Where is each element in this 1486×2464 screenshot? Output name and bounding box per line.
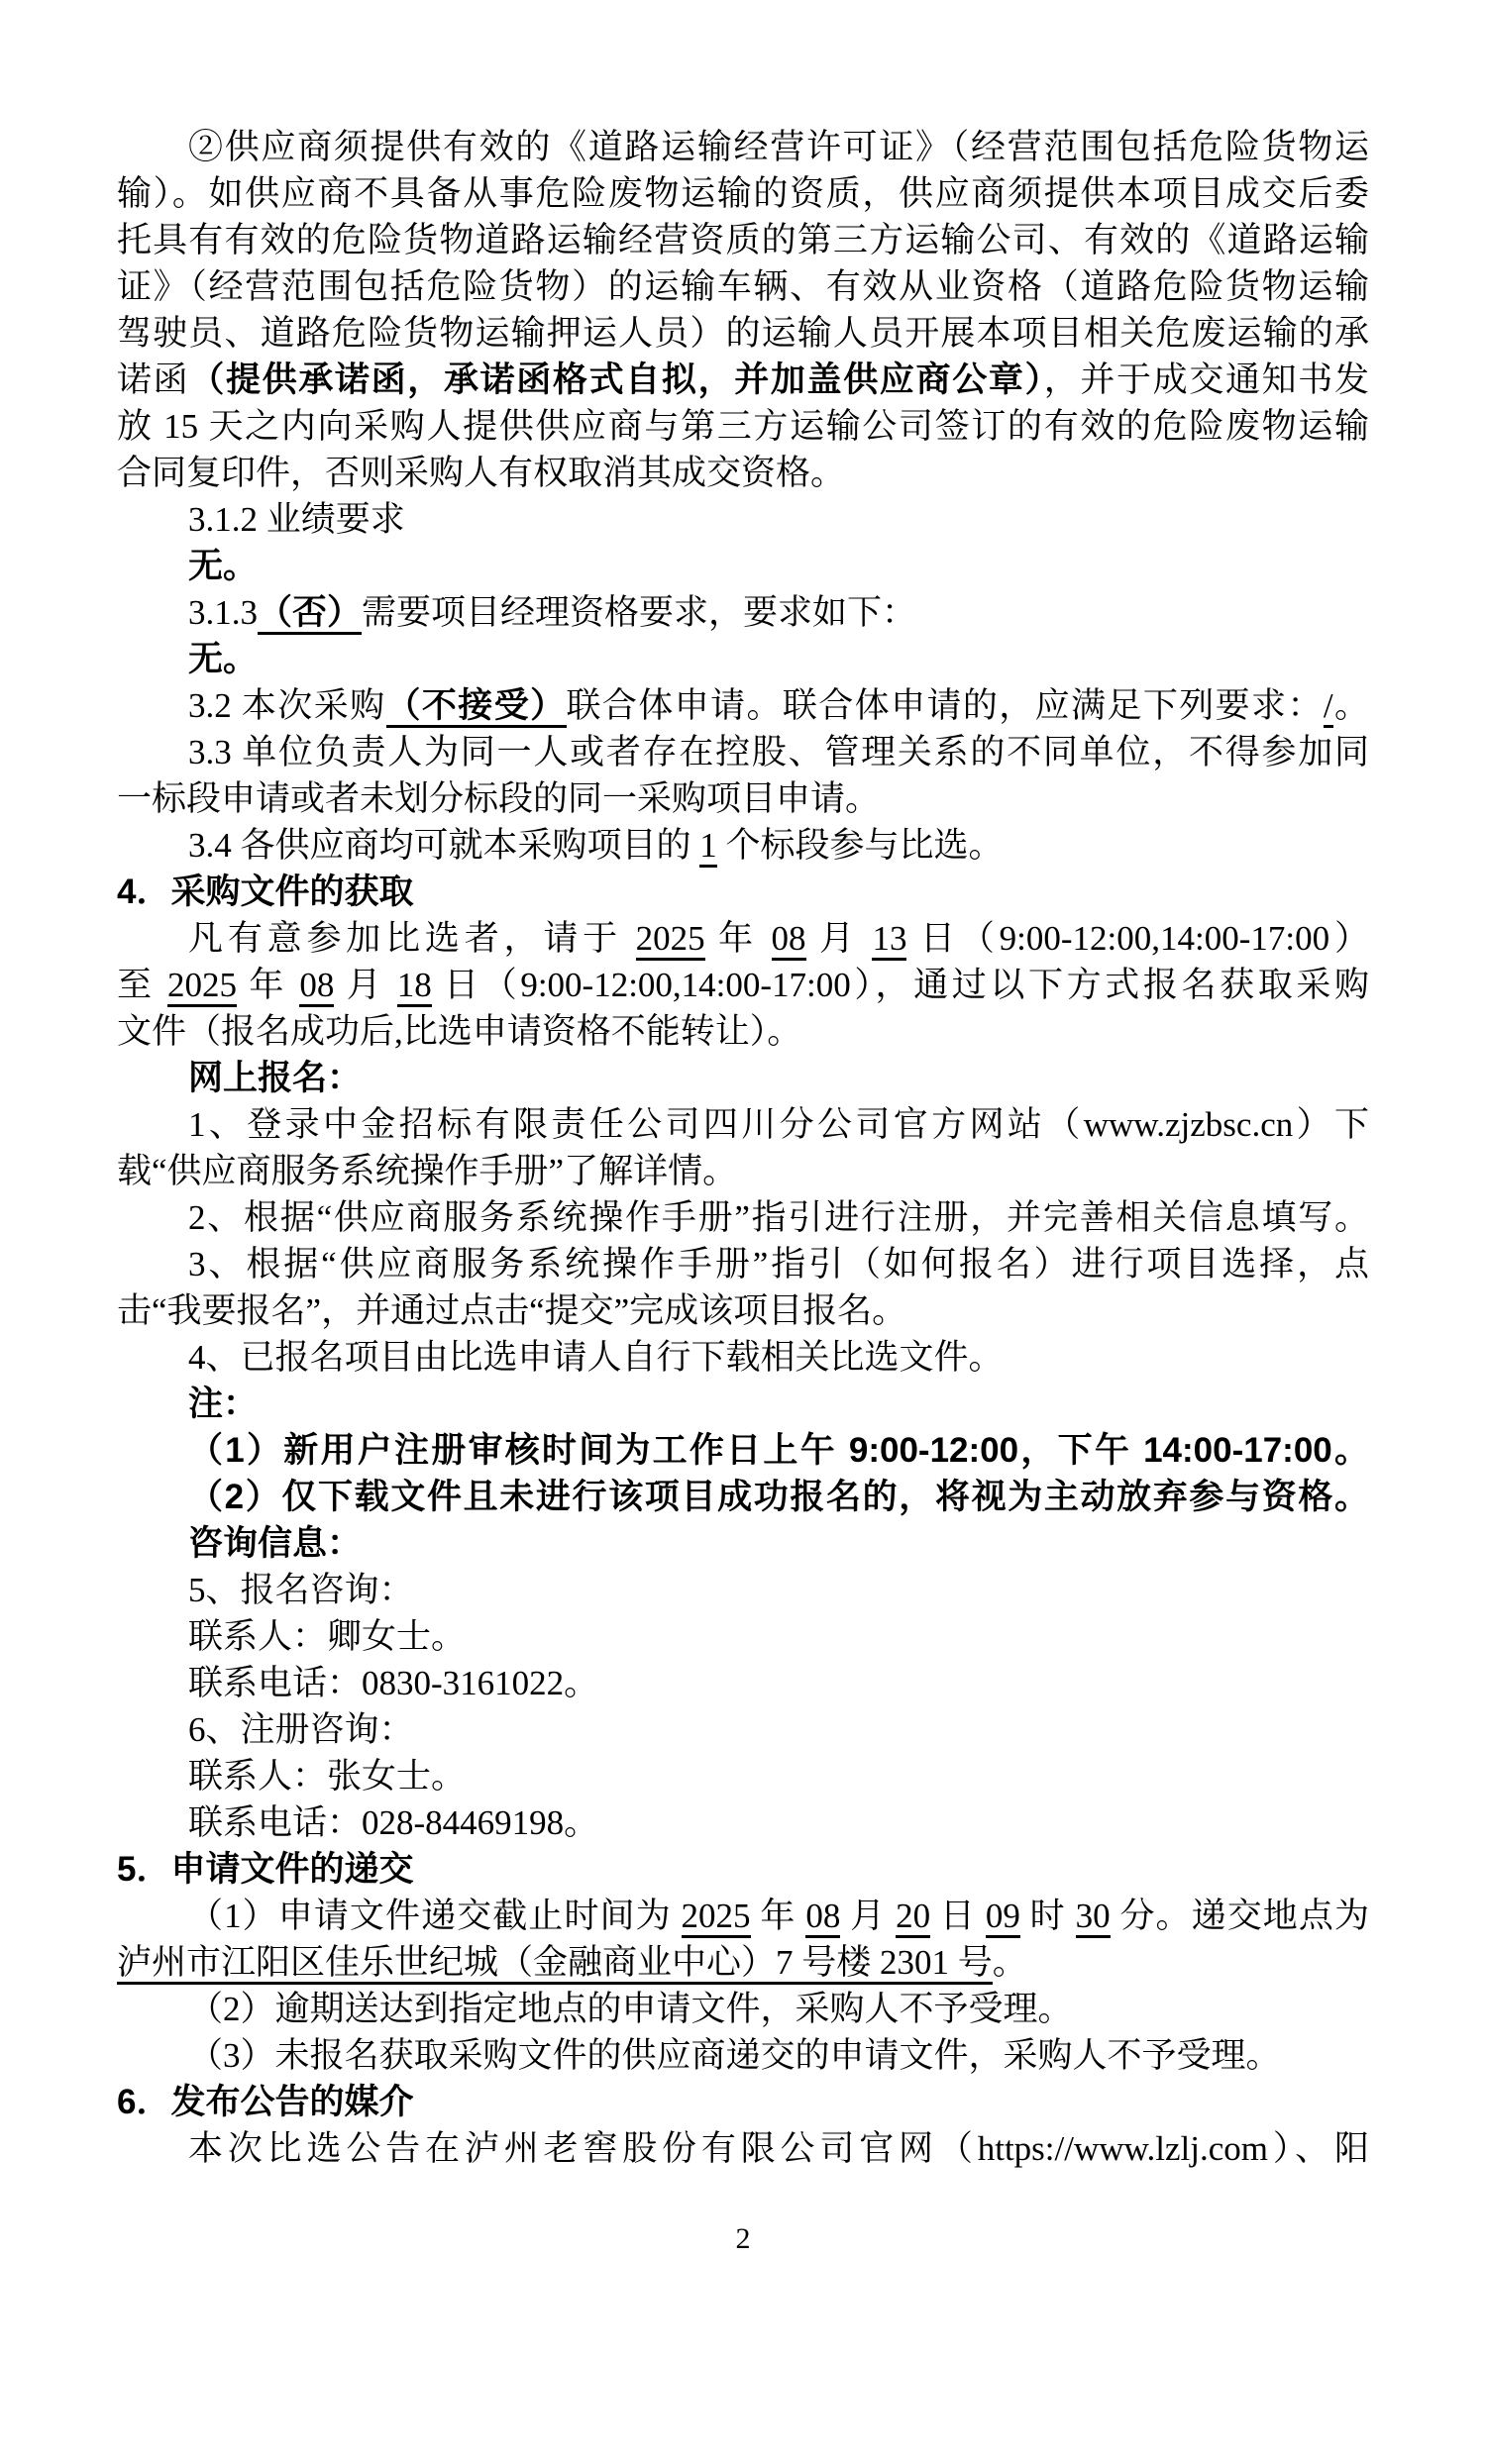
- text-line: [117, 636, 1369, 682]
- text-line: [117, 1893, 1369, 1939]
- text-segment: （2）逾期送达到指定地点的申请文件，采购人不予受理。: [188, 1990, 1073, 2028]
- text-segment: 30: [1076, 1897, 1111, 1938]
- text-segment: /: [1324, 686, 1333, 728]
- text-line: [117, 2125, 1369, 2172]
- text-line: [117, 1381, 1369, 1427]
- text-line: [117, 217, 1369, 263]
- text-segment: （提供承诺函，承诺函格式自拟，并加盖供应商公章）: [189, 360, 1044, 399]
- text-segment: 2、根据“供应商服务系统操作手册”指引进行注册，并完善相关信息填写。: [188, 1198, 1369, 1237]
- text-line: [117, 1986, 1369, 2032]
- text-line: [117, 1753, 1369, 1799]
- text-line: [117, 1101, 1369, 1148]
- text-segment: 2025: [682, 1897, 751, 1938]
- text-segment: 5．申请文件的递交: [117, 1850, 414, 1889]
- text-segment: 咨询信息：: [188, 1524, 363, 1563]
- text-line: [117, 357, 1369, 403]
- text-segment: 日（9:00-12:00,14:00-17:00），通过以下方式报名获取采购: [431, 966, 1369, 1004]
- text-segment: 2025: [636, 919, 705, 961]
- text-segment: 18: [397, 966, 432, 1007]
- text-line: [117, 310, 1369, 357]
- text-segment: 个标段参与比选。: [716, 826, 1004, 865]
- text-line: [117, 822, 1369, 869]
- text-segment: 网上报名：: [188, 1059, 363, 1097]
- text-line: [117, 170, 1369, 217]
- section-heading: [117, 869, 1369, 915]
- text-line: [117, 2032, 1369, 2079]
- text-segment: 。: [1332, 686, 1369, 725]
- text-segment: 至: [117, 966, 167, 1004]
- text-segment: 输）。如供应商不具备从事危险废物运输的资质，供应商须提供本项目成交后委: [117, 174, 1369, 213]
- text-segment: 13: [872, 919, 906, 961]
- text-segment: 年: [237, 966, 300, 1004]
- text-segment: （1）新用户注册审核时间为工作日上午 9:00-12:00，下午 14:00-17:00。: [188, 1431, 1369, 1470]
- text-segment: （1）申请文件递交截止时间为: [188, 1897, 682, 1935]
- text-line: [117, 496, 1369, 543]
- text-segment: 。: [992, 1943, 1027, 1982]
- text-segment: 日: [930, 1897, 986, 1935]
- text-line: [117, 1194, 1369, 1241]
- section-heading: [117, 1846, 1369, 1893]
- text-segment: 无。: [188, 547, 259, 585]
- text-line: [117, 1799, 1369, 1846]
- text-line: [117, 1613, 1369, 1660]
- text-segment: 1: [699, 826, 717, 868]
- text-line: [117, 1474, 1369, 1520]
- section-heading: [117, 2079, 1369, 2125]
- text-line: [117, 682, 1369, 729]
- text-segment: 3.1.2 业绩要求: [188, 500, 405, 539]
- document-body: [117, 124, 1369, 2172]
- text-segment: 2025: [167, 966, 237, 1007]
- text-line: [117, 1055, 1369, 1101]
- text-segment: 月: [334, 966, 397, 1004]
- text-line: [117, 263, 1369, 310]
- text-line: [117, 729, 1369, 775]
- text-segment: 08: [772, 919, 806, 961]
- text-segment: 5、报名咨询：: [188, 1571, 414, 1609]
- text-segment: 凡有意参加比选者，请于: [188, 919, 636, 958]
- text-segment: 证》（经营范围包括危险货物）的运输车辆、有效从业资格（道路危险货物运输: [117, 267, 1369, 306]
- text-segment: 20: [896, 1897, 930, 1938]
- text-segment: 本次比选公告在泸州老窖股份有限公司官网（https://www.lzlj.com）、阳: [188, 2129, 1369, 2168]
- text-segment: 需要项目经理资格要求，要求如下：: [362, 593, 917, 632]
- text-segment: 分。递交地点为: [1110, 1897, 1369, 1935]
- text-line: [117, 1567, 1369, 1613]
- page-number: 2: [735, 2222, 751, 2255]
- text-segment: 联系电话：028-84469198。: [188, 1803, 599, 1842]
- text-segment: 08: [805, 1897, 840, 1938]
- text-segment: 泸州市江阳区佳乐世纪城（金融商业中心）7 号楼 2301 号: [117, 1943, 993, 1985]
- text-segment: 月: [805, 919, 873, 958]
- text-segment: 击“我要报名”，并通过点击“提交”完成该项目报名。: [117, 1291, 907, 1330]
- text-segment: 3.2 本次采购: [188, 686, 386, 725]
- text-line: [117, 962, 1369, 1008]
- text-segment: 6、注册咨询：: [188, 1710, 414, 1749]
- text-segment: （3）未报名获取采购文件的供应商递交的申请文件，采购人不予受理。: [188, 2036, 1281, 2075]
- text-segment: 无。: [188, 640, 259, 678]
- text-segment: 联系人：张女士。: [188, 1757, 467, 1796]
- text-segment: 联合体申请。联合体申请的，应满足下列要求：: [566, 686, 1324, 725]
- text-segment: 1、登录中金招标有限责任公司四川分公司官方网站（www.zjzbsc.cn）下: [188, 1105, 1369, 1144]
- text-segment: 年: [750, 1897, 806, 1935]
- text-segment: ，并于成交通知书发: [1043, 360, 1369, 399]
- text-segment: 年: [704, 919, 772, 958]
- text-line: [117, 775, 1369, 822]
- text-segment: 3、根据“供应商服务系统操作手册”指引（如何报名）进行项目选择，点: [188, 1245, 1369, 1283]
- text-line: [117, 1008, 1369, 1055]
- text-segment: 联系电话：0830-3161022。: [188, 1664, 599, 1702]
- text-line: [117, 1334, 1369, 1381]
- text-segment: 注：: [188, 1385, 259, 1423]
- text-line: [117, 1287, 1369, 1334]
- text-segment: 联系人：卿女士。: [188, 1617, 467, 1656]
- text-segment: ②供应商须提供有效的《道路运输经营许可证》（经营范围包括危险货物运: [188, 128, 1369, 166]
- text-segment: （否）: [258, 593, 362, 635]
- text-segment: 日（9:00-12:00,14:00-17:00）: [906, 919, 1369, 958]
- text-line: [117, 1427, 1369, 1474]
- text-segment: 放 15 天之内向采购人提供供应商与第三方运输公司签订的有效的危险废物运输: [117, 407, 1369, 446]
- text-segment: 08: [299, 966, 334, 1007]
- text-segment: （2）仅下载文件且未进行该项目成功报名的，将视为主动放弃参与资格。: [188, 1478, 1369, 1516]
- text-segment: 09: [986, 1897, 1020, 1938]
- text-segment: 托具有有效的危险货物道路运输经营资质的第三方运输公司、有效的《道路运输: [117, 221, 1369, 259]
- text-segment: 文件（报名成功后,比选申请资格不能转让）。: [117, 1012, 802, 1051]
- text-line: [117, 1241, 1369, 1287]
- text-segment: （不接受）: [386, 686, 567, 728]
- text-line: [117, 1520, 1369, 1567]
- text-segment: 诺函: [117, 360, 190, 399]
- text-line: [117, 403, 1369, 450]
- text-segment: 3.1.3: [188, 593, 258, 632]
- text-line: [117, 1706, 1369, 1753]
- text-line: [117, 543, 1369, 589]
- text-line: [117, 1660, 1369, 1706]
- text-line: [117, 124, 1369, 170]
- text-segment: 4、已报名项目由比选申请人自行下载相关比选文件。: [188, 1338, 1004, 1377]
- text-segment: 6．发布公告的媒介: [117, 2083, 414, 2121]
- text-line: [117, 450, 1369, 496]
- text-segment: 3.4 各供应商均可就本采购项目的: [188, 826, 700, 865]
- text-line: [117, 1148, 1369, 1194]
- text-line: [117, 1939, 1369, 1986]
- text-segment: 4．采购文件的获取: [117, 873, 414, 911]
- text-segment: 合同复印件，否则采购人有权取消其成交资格。: [117, 454, 846, 492]
- text-segment: 一标段申请或者未划分标段的同一采购项目申请。: [117, 779, 881, 818]
- text-segment: 时: [1019, 1897, 1076, 1935]
- text-line: [117, 589, 1369, 636]
- text-segment: 3.3 单位负责人为同一人或者存在控股、管理关系的不同单位，不得参加同: [188, 733, 1369, 771]
- text-line: [117, 915, 1369, 962]
- text-segment: 月: [840, 1897, 897, 1935]
- text-segment: 载“供应商服务系统操作手册”了解详情。: [117, 1152, 738, 1190]
- text-segment: 驾驶员、道路危险货物运输押运人员）的运输人员开展本项目相关危废运输的承: [117, 314, 1369, 353]
